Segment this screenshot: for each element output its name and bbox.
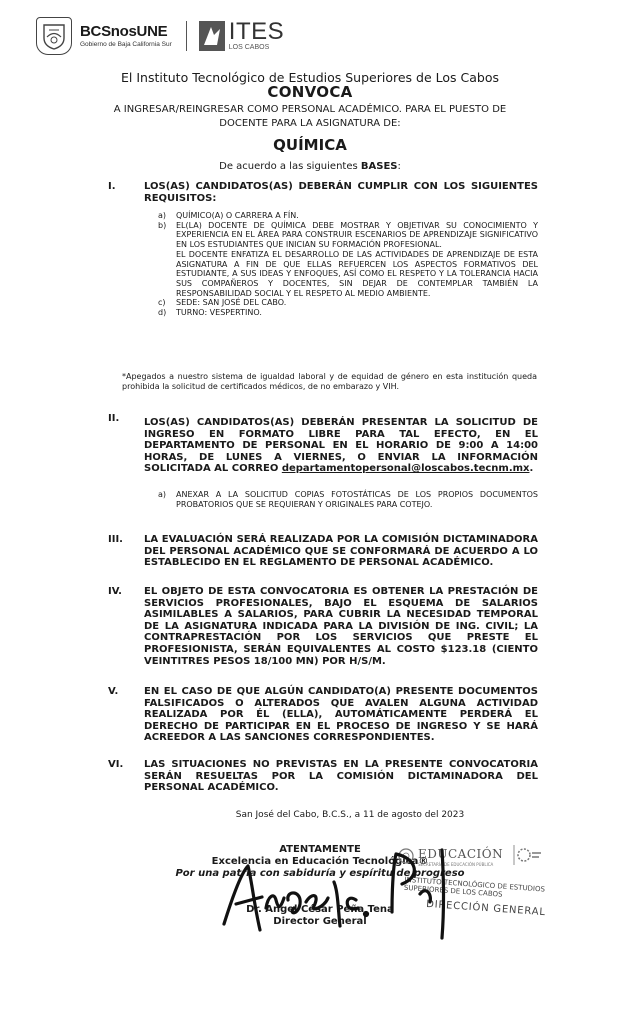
equality-note: *Apegados a nuestro sistema de igualdad laboral y de equidad de género en esta institución queda prohibida la solicitud de certificados médicos, de no embarazo y VIH. — [122, 372, 537, 391]
list-marker: a) — [158, 490, 167, 499]
motto-line-2: Por una patria con sabiduría y espíritu de progreso — [175, 868, 465, 879]
tecnm-logo-icon — [512, 845, 542, 867]
logo-divider — [186, 21, 187, 51]
list-item-text: ANEXAR A LA SOLICITUD COPIAS FOTOSTÁTICAS DE LOS PROPIOS DOCUMENTOS PROBATORIOS QUE SE REQUIERAN Y ORIGINALES PARA COTEJO. — [176, 490, 538, 509]
section-2-text — [144, 417, 538, 475]
section-3-numeral: III. — [108, 534, 123, 545]
section-2-numeral: II. — [108, 413, 120, 424]
signatory-title: Director General — [273, 916, 367, 927]
section-3-text: LA EVALUACIÓN SERÁ REALIZADA POR LA COMISIÓN DICTAMINADORA DEL PERSONAL ACADÉMICO QUE SE CONFORMARÁ DE ACUERDO A LO ESTABLECIDO EN EL REGLAMENTO DE PERSONAL ACADÉMICO. — [144, 534, 538, 569]
list-marker: d) — [158, 308, 167, 318]
section-4-numeral: IV. — [108, 586, 122, 597]
subject-title: QUÍMICA — [273, 136, 347, 154]
ites-logo-icon — [199, 21, 225, 51]
section-2-items — [158, 490, 538, 509]
section-1-requirements — [158, 211, 538, 318]
stamp-office: DIRECCIÓN GENERAL — [425, 898, 547, 919]
government-logo — [80, 24, 172, 49]
section-2-text-main: LOS(AS) CANDIDATOS(AS) DEBERÁN PRESENTAR LA SOLICITUD DE INGRESO EN FORMATO LIBRE PARA TAL EFECTO, EN EL DEPARTAMENTO DE PERSONAL EN EL HORARIO DE 9:00 A 14:00 HORAS, DE LUNES A VIERNES, O ENVIAR LA INFORMACIÓN SOLICITADA AL CORREO — [144, 417, 538, 475]
list-marker: b) — [158, 220, 167, 230]
section-6-numeral: VI. — [108, 759, 124, 770]
list-item-text: TURNO: VESPERTINO. — [176, 308, 262, 318]
list-item — [158, 490, 538, 509]
list-item-text: EL DOCENTE ENFATIZA EL DESARROLLO DE LAS ACTIVIDADES DE APRENDIZAJE DE ESTA ASIGNATURA A FIN DE QUE ELLAS REFUERCEN LOS ASPECTOS FORMATIVOS DEL ESTUDIANTE, A SUS IDEAS Y ENFOQUES, ASÍ COMO EL RESPETO Y LA TOLERANCIA HACIA SUS COMPAÑEROS Y DOCENTES, SIN DEJAR DE CONTEMPLAR TAMBIÉN LA RESPONSABILIDAD SOCIAL Y EL RESPETO AL MEDIO AMBIENTE. — [176, 249, 538, 298]
letterhead — [36, 14, 284, 58]
section-5-text: EN EL CASO DE QUE ALGÚN CANDIDATO(A) PRESENTE DOCUMENTOS FALSIFICADOS O ALTERADOS QUE AVALEN ALGUNA ACTIVIDAD REALIZADA POR ÉL (ELLA), AUTOMÁTICAMENTE PERDERÁ EL DERECHO DE PARTICIPAR EN EL PROCESO DE INGRESO Y SE HARÁ ACREEDOR A LAS SANCIONES CORRESPONDIENTES. — [144, 686, 538, 744]
contact-email-link[interactable]: departamentopersonal@loscabos.tecnm.mx — [281, 463, 530, 475]
closing-word: ATENTAMENTE — [279, 844, 361, 855]
signatory-name: Dr. Angel César Peña Tena — [246, 904, 394, 915]
document-title: CONVOCA — [267, 83, 353, 101]
government-subtitle: Gobierno de Baja California Sur — [80, 40, 172, 48]
list-item-text: SEDE: SAN JOSÉ DEL CABO. — [176, 298, 287, 308]
list-marker: c) — [158, 298, 166, 308]
issue-date: San José del Cabo, B.C.S., a 11 de agosto del 2023 — [235, 810, 465, 820]
stamp-education: EDUCACIÓN — [418, 847, 504, 861]
section-5-numeral: V. — [108, 686, 119, 697]
stamp-institution: INSTITUTO TECNOLÓGICO DE ESTUDIOS SUPERIORES DE LOS CABOS — [403, 875, 546, 899]
bases-prefix: De acuerdo a las siguientes — [219, 161, 361, 172]
call-intro: A INGRESAR/REINGRESAR COMO PERSONAL ACADÉMICO. PARA EL PUESTO DE DOCENTE PARA LA ASIGNATURA DE: — [113, 104, 507, 129]
ites-name: ITES — [228, 18, 285, 45]
government-name: BCSnosUNE — [80, 22, 168, 40]
section-4-text: EL OBJETO DE ESTA CONVOCATORIA ES OBTENER LA PRESTACIÓN DE SERVICIOS PROFESIONALES, BAJO EL ESQUEMA DE SALARIOS ASIMILABLES A SALARIOS, PARA CUBRIR LA NECESIDAD TEMPORAL DE LA ASIGNATURA INDICADA PARA LA DIVISIÓN DE ING. CIVIL; LA CONTRAPRESTACIÓN POR LOS SERVICIOS QUE PRESTE EL PROFESIONISTA, SERÁN EQUIVALENTES AL COSTO $123.18 (CIENTO VEINTITRES PESOS 18/100 MN) POR H/S/M. — [144, 586, 538, 667]
bases-suffix: : — [397, 161, 401, 172]
section-1-text: LOS(AS) CANDIDATOS(AS) DEBERÁN CUMPLIR CON LOS SIGUIENTES REQUISITOS: — [144, 181, 538, 204]
handwritten-signature-icon — [216, 842, 466, 942]
ites-logo — [229, 20, 284, 52]
list-item — [158, 221, 538, 250]
section-6-text: LAS SITUACIONES NO PREVISTAS EN LA PRESENTE CONVOCATORIA SERÁN RESUELTAS POR LA COMISIÓN DICTAMINADORA DEL PERSONAL ACADÉMICO. — [144, 759, 538, 794]
ites-subtitle: LOS CABOS — [228, 44, 270, 51]
list-item-text: QUÍMICO(A) O CARRERA A FÍN. — [176, 211, 299, 220]
list-item — [158, 308, 538, 318]
list-item — [158, 298, 538, 308]
bases-bold: BASES — [360, 161, 398, 172]
list-item — [158, 250, 538, 299]
list-marker: a) — [158, 211, 167, 220]
bases-line — [0, 160, 620, 174]
section-1-numeral: I. — [108, 181, 116, 192]
section-2-text-end: . — [529, 463, 534, 475]
state-seal-icon — [36, 17, 72, 55]
stamp-education-sub: SECRETARÍA DE EDUCACIÓN PÚBLICA — [418, 862, 494, 867]
list-item — [158, 211, 538, 221]
motto-line-1: Excelencia en Educación Tecnológica® — [211, 856, 429, 867]
institution-name: El Instituto Tecnológico de Estudios Superiores de Los Cabos — [121, 70, 499, 85]
list-item-text: EL(LA) DOCENTE DE QUÍMICA DEBE MOSTRAR Y OBJETIVAR SU CONOCIMIENTO Y EXPERIENCIA EN EL ÁREA PARA CONSTRUIR ESCENARIOS DE APRENDIZAJE SIGNIFICATIVO EN LOS ESTUDIANTES QUE INICIAN SU FORMACIÓN PROFESIONAL. — [176, 220, 538, 250]
